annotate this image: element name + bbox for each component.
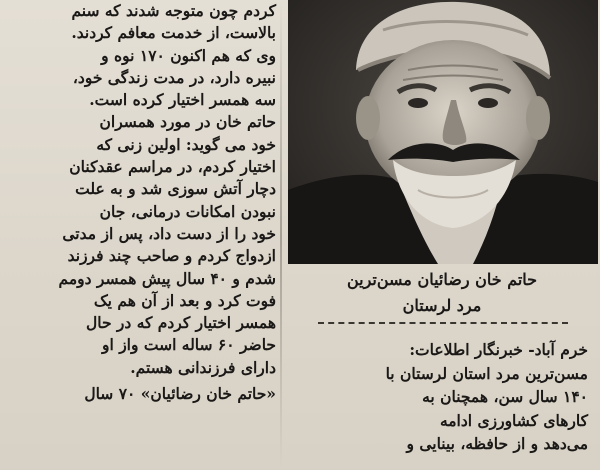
paragraph xyxy=(8,0,276,111)
text-line: کردم چون متوجه شدند که سنم xyxy=(71,1,276,20)
caption-line: حاتم خان رضائیان مسن‌ترین xyxy=(346,270,538,289)
text-line: شدم و ۴۰ سال پیش همسر دومم xyxy=(58,268,276,288)
text-line: خود می گوید: اولین زنی که xyxy=(96,134,276,154)
left-text-column xyxy=(8,0,276,470)
text-line: بالاست، از خدمت معافم کردند. xyxy=(71,23,276,43)
paragraph xyxy=(8,383,276,405)
text-line: اختیار کردم، در مراسم عقدکنان xyxy=(69,157,276,177)
caption-line: مرد لرستان xyxy=(402,296,482,315)
text-line: خود را از دست داد، پس از مدتی xyxy=(62,223,276,243)
column-divider xyxy=(280,0,282,470)
text-line: وی که هم اکنون ۱۷۰ نوه و xyxy=(101,45,276,65)
text-line: حاتم خان در مورد همسران xyxy=(99,112,276,132)
dashed-rule xyxy=(318,322,568,324)
text-line: همسر اختیار کردم که در حال xyxy=(85,313,276,333)
text-line: کارهای کشاورزی ادامه xyxy=(439,410,588,430)
paragraph xyxy=(292,338,588,456)
text-line: نبیره دارد، در مدت زندگی خود، xyxy=(72,67,276,87)
text-line: ۱۴۰ سال سن، همچنان به xyxy=(422,387,588,406)
photo-caption xyxy=(292,267,592,319)
portrait-illustration xyxy=(288,0,598,264)
text-line: سه همسر اختیار کرده است. xyxy=(89,90,276,110)
text-line: دارای فرزندانی هستم. xyxy=(130,357,276,377)
text-line: خرم آباد- خبرنگار اطلاعات: xyxy=(409,340,588,359)
text-line: مسن‌ترین مرد استان لرستان با xyxy=(385,363,588,383)
text-line: دچار آتش سوزی شد و به علت xyxy=(75,179,276,199)
text-line: می‌دهد و از حافظه، بینایی و xyxy=(406,434,588,453)
paragraph xyxy=(8,111,276,379)
right-text-column xyxy=(292,338,588,470)
text-line: ازدواج کردم و صاحب چند فرزند xyxy=(67,246,276,266)
portrait-photo xyxy=(288,0,598,264)
text-line: حاضر ۶۰ ساله است واز او xyxy=(102,335,276,355)
text-line: نبودن امکانات درمانی، جان xyxy=(99,201,276,221)
text-line: فوت کرد و بعد از آن هم یک xyxy=(93,290,276,310)
text-line: «حاتم خان رضائیان» ۷۰ سال xyxy=(84,384,276,404)
